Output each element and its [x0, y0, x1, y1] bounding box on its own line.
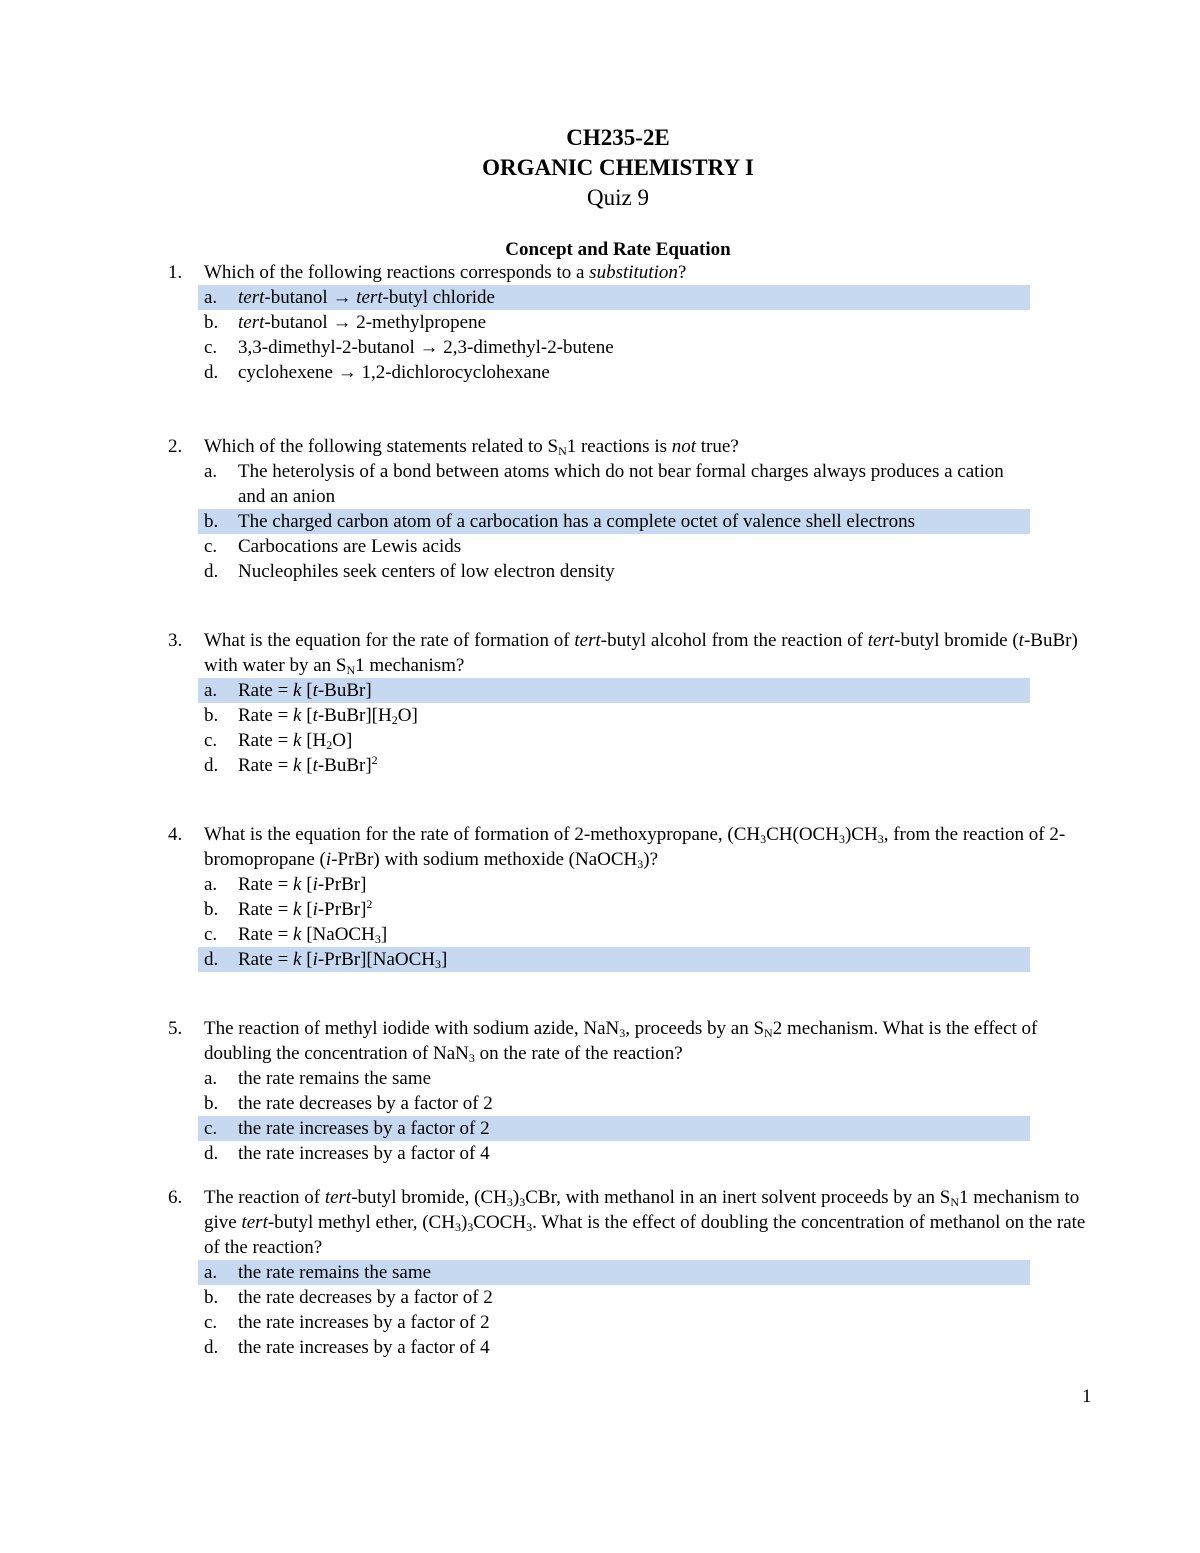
question-stem: The reaction of methyl iodide with sodium azide, NaN$_3$, proceeds by an $S_N2$ mechanism. What is the effect of doubling the concentration of NaN$_3$ on the rate of the reaction?: [204, 1018, 1038, 1065]
option-text: the rate decreases by a factor of 2: [238, 1287, 493, 1308]
option-text: Rate = k [t-BuBr]: [238, 680, 372, 701]
option-text: Nucleophiles seek centers of low electron density: [238, 561, 615, 582]
question: [168, 628, 1088, 778]
answer-option: [198, 360, 1030, 385]
option-text: Rate = k [NaOCH$_3$]: [238, 924, 388, 946]
option-label: b.: [204, 705, 219, 726]
answer-option: [198, 703, 1030, 728]
option-label: c.: [204, 730, 218, 751]
option-text: Carbocations are Lewis acids: [238, 536, 462, 557]
option-text: 3,3-dimethyl-2-butanol → 2,3-dimethyl-2-butene: [238, 337, 614, 358]
option-label: a.: [204, 1262, 218, 1283]
question: [168, 822, 1088, 972]
option-label: d.: [204, 949, 219, 970]
question-number: 2.: [168, 436, 183, 457]
option-text: the rate increases by a factor of 2: [238, 1118, 490, 1139]
answer-option: [198, 753, 1030, 778]
answer-options: [168, 1260, 1088, 1360]
option-label: c.: [204, 536, 218, 557]
option-text: tert-butanol → 2-methylpropene: [238, 312, 486, 333]
option-label: d.: [204, 561, 219, 582]
option-text: Rate = k [i-PrBr][NaOCH$_3$]: [238, 949, 448, 971]
answer-options: [168, 459, 1088, 584]
question-number: 3.: [168, 630, 183, 651]
question-number: 6.: [168, 1187, 183, 1208]
course-code: CH235-2E: [566, 125, 670, 150]
option-label: a.: [204, 874, 218, 895]
option-label: b.: [204, 312, 219, 333]
answer-options: [168, 1066, 1088, 1166]
option-text: the rate remains the same: [238, 1068, 432, 1089]
question: [168, 434, 1088, 584]
answer-option: [198, 310, 1030, 335]
answer-option: [198, 459, 1030, 509]
option-label: d.: [204, 1337, 219, 1358]
answer-option: [198, 728, 1030, 753]
option-label: d.: [204, 362, 219, 383]
answer-option: [198, 1141, 1030, 1166]
course-name: ORGANIC CHEMISTRY I: [482, 155, 754, 180]
option-text: tert-butanol → tert-butyl chloride: [238, 287, 495, 308]
option-label: c.: [204, 1118, 218, 1139]
answer-option: [198, 1335, 1030, 1360]
answer-option: [198, 897, 1030, 922]
section-title: Concept and Rate Equation: [505, 239, 731, 260]
option-text: cyclohexene → 1,2-dichlorocyclohexane: [238, 362, 550, 383]
option-text: the rate increases by a factor of 4: [238, 1337, 490, 1358]
option-text: Rate = k [t-BuBr]$^2$: [238, 753, 378, 776]
answer-option: [198, 872, 1030, 897]
question-number: 1.: [168, 262, 183, 283]
option-label: b.: [204, 1093, 219, 1114]
answer-option: [198, 559, 1030, 584]
question-stem: What is the equation for the rate of formation of 2-methoxypropane, ($CH_3CH(OCH_3)CH_3$, from the reaction of 2-bromopropane (i-PrBr) with sodium methoxide (NaOCH$_3$)?: [204, 824, 1066, 871]
option-label: c.: [204, 924, 218, 945]
question-stem: The reaction of tert-butyl bromide, $(CH_3)_3CBr$, with methanol in an inert solvent proceeds by an $S_N1$ mechanism to give tert-butyl methyl ether, $(CH_3)_3COCH_3$. What is the effect of doubling the concentration of methanol on the rate of the reaction?: [204, 1187, 1086, 1258]
option-label: d.: [204, 755, 219, 776]
option-text: Rate = k [i-PrBr]: [238, 874, 367, 895]
answer-option-highlighted: [198, 1116, 1030, 1141]
option-label: b.: [204, 1287, 219, 1308]
question-number: 4.: [168, 824, 183, 845]
answer-option-highlighted: [198, 947, 1030, 972]
option-label: b.: [204, 899, 219, 920]
option-text: Rate = k $[H_2O]$: [238, 730, 353, 752]
option-label: a.: [204, 287, 218, 308]
question-number: 5.: [168, 1018, 183, 1039]
answer-option: [198, 922, 1030, 947]
option-text: the rate decreases by a factor of 2: [238, 1093, 493, 1114]
option-label: d.: [204, 1143, 219, 1164]
answer-option: [198, 1310, 1030, 1335]
page-number: 1: [1082, 1386, 1092, 1407]
question: [168, 1185, 1088, 1360]
option-label: c.: [204, 337, 218, 358]
answer-option: [198, 534, 1030, 559]
answer-options: [168, 678, 1088, 778]
question-stem: Which of the following statements related to $S_N1$ reactions is not true?: [204, 436, 739, 458]
option-label: b.: [204, 511, 219, 532]
answer-options: [168, 872, 1088, 972]
answer-option: [198, 1091, 1030, 1116]
question-stem: What is the equation for the rate of formation of tert-butyl alcohol from the reaction of tert-butyl bromide (t-BuBr) with water by an $S_N1$ mechanism?: [204, 630, 1078, 677]
option-label: a.: [204, 1068, 218, 1089]
answer-option-highlighted: [198, 285, 1030, 310]
option-text: Rate = k $[t-BuBr][H_2O]$: [238, 705, 418, 727]
option-text: the rate remains the same: [238, 1262, 432, 1283]
answer-option: [198, 335, 1030, 360]
option-text: The heterolysis of a bond between atoms which do not bear formal charges always produces a cation and an anion: [238, 461, 1004, 507]
question-stem: Which of the following reactions corresponds to a substitution?: [204, 262, 687, 283]
answer-options: [168, 285, 1088, 385]
question: [168, 1016, 1088, 1166]
answer-option-highlighted: [198, 678, 1030, 703]
question: [168, 260, 1088, 385]
option-label: c.: [204, 1312, 218, 1333]
answer-option: [198, 1285, 1030, 1310]
option-text: The charged carbon atom of a carbocation has a complete octet of valence shell electrons: [238, 511, 916, 532]
answer-option: [198, 1066, 1030, 1091]
option-label: a.: [204, 461, 218, 482]
answer-option-highlighted: [198, 1260, 1030, 1285]
answer-option-highlighted: [198, 509, 1030, 534]
option-text: the rate increases by a factor of 4: [238, 1143, 490, 1164]
quiz-title: Quiz 9: [587, 185, 649, 210]
option-text: Rate = k [i-PrBr]$^2$: [238, 897, 373, 920]
option-label: a.: [204, 680, 218, 701]
option-text: the rate increases by a factor of 2: [238, 1312, 490, 1333]
